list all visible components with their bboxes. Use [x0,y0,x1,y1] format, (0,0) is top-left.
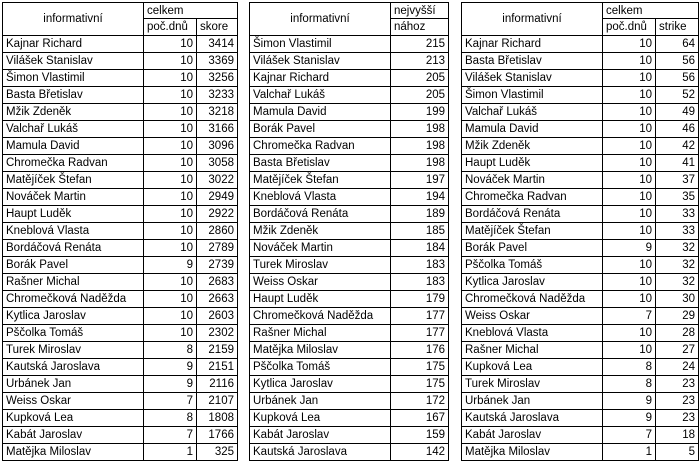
table-row [462,376,699,393]
table-row [462,308,699,325]
strike-cell: 23 [656,376,699,393]
player-name-cell: Pščolka Tomáš [462,257,603,274]
table-row [3,121,238,138]
table-row [3,325,238,342]
table-row [3,444,238,461]
days-cell: 9 [144,257,197,274]
score-column-header: skore [197,19,238,36]
table-row [3,70,238,87]
player-name-cell: Mamula David [250,104,391,121]
days-cell: 10 [603,274,656,291]
table-body [250,36,449,461]
strike-table [461,2,699,461]
score-cell: 325 [197,444,238,461]
player-name-cell: Rašner Michal [3,274,144,291]
days-cell: 10 [144,87,197,104]
player-name-cell: Urbánek Jan [462,393,603,410]
player-name-cell: Kautská Jaroslava [462,410,603,427]
days-cell: 10 [144,223,197,240]
table-row [462,53,699,70]
table-row [462,257,699,274]
days-cell: 9 [603,410,656,427]
table-row [3,376,238,393]
days-cell: 10 [144,155,197,172]
days-cell: 10 [603,206,656,223]
highest-throw-cell: 189 [391,206,449,223]
highest-throw-cell: 198 [391,155,449,172]
group-header: celkem [603,3,699,19]
days-cell: 10 [603,155,656,172]
highest-throw-cell: 205 [391,87,449,104]
table-row [3,53,238,70]
name-column-header: informativní [3,3,144,36]
days-cell: 10 [603,138,656,155]
days-column-header: poč.dnů [144,19,197,36]
days-cell: 10 [144,104,197,121]
table-row [3,308,238,325]
player-name-cell: Kytlica Jaroslav [462,274,603,291]
player-name-cell: Kajnar Richard [250,70,391,87]
player-name-cell: Kajnar Richard [3,36,144,53]
player-name-cell: Vilášek Stanislav [462,70,603,87]
highest-throw-cell: 175 [391,359,449,376]
days-cell: 1 [603,444,656,461]
table-row [3,172,238,189]
strike-cell: 28 [656,325,699,342]
highest-throw-cell: 198 [391,121,449,138]
table-row [250,342,449,359]
table-row [250,121,449,138]
days-cell: 10 [144,36,197,53]
table-row [250,274,449,291]
strike-cell: 5 [656,444,699,461]
highest-throw-cell: 198 [391,138,449,155]
days-cell: 10 [144,291,197,308]
player-name-cell: Weiss Oskar [462,308,603,325]
player-name-cell: Matějíček Štefan [250,172,391,189]
table-row [462,155,699,172]
table-row [3,359,238,376]
table-row [250,138,449,155]
player-name-cell: Weiss Oskar [3,393,144,410]
player-name-cell: Kytlica Jaroslav [3,308,144,325]
player-name-cell: Matějka Miloslav [3,444,144,461]
days-cell: 10 [603,36,656,53]
score-cell: 2860 [197,223,238,240]
player-name-cell: Matějíček Štefan [462,223,603,240]
table-row [250,308,449,325]
table-row [250,427,449,444]
player-name-cell: Chromečková Naděžda [462,291,603,308]
player-name-cell: Haupt Luděk [462,155,603,172]
table-row [3,427,238,444]
table-row [250,172,449,189]
table-row [3,291,238,308]
score-cell: 3233 [197,87,238,104]
days-cell: 9 [144,359,197,376]
player-name-cell: Bordáčová Renáta [462,206,603,223]
strike-cell: 37 [656,172,699,189]
player-name-cell: Kajnar Richard [462,36,603,53]
score-cell: 2949 [197,189,238,206]
player-name-cell: Turek Miroslav [250,257,391,274]
table-row [250,104,449,121]
table-row [462,36,699,53]
player-name-cell: Borák Pavel [462,240,603,257]
player-name-cell: Turek Miroslav [462,376,603,393]
score-cell: 2603 [197,308,238,325]
score-cell: 3022 [197,172,238,189]
highest-throw-cell: 215 [391,36,449,53]
table-row [462,223,699,240]
table-row [250,291,449,308]
score-table [2,2,238,461]
player-name-cell: Vilášek Stanislav [3,53,144,70]
player-name-cell: Mžik Zdeněk [462,138,603,155]
days-cell: 10 [144,138,197,155]
score-cell: 2663 [197,291,238,308]
table-row [3,155,238,172]
table-row [3,36,238,53]
player-name-cell: Chromečka Radvan [462,189,603,206]
player-name-cell: Nováček Martin [3,189,144,206]
strike-cell: 32 [656,240,699,257]
player-name-cell: Rašner Michal [250,325,391,342]
strike-cell: 42 [656,138,699,155]
days-cell: 10 [144,172,197,189]
days-column-header: poč.dnů [603,19,656,36]
player-name-cell: Mžik Zdeněk [3,104,144,121]
player-name-cell: Matějka Miloslav [250,342,391,359]
strike-cell: 49 [656,104,699,121]
table-row [250,87,449,104]
days-cell: 8 [603,359,656,376]
table-row [462,70,699,87]
strike-cell: 56 [656,70,699,87]
table-row [250,206,449,223]
strike-cell: 30 [656,291,699,308]
table-row [250,325,449,342]
table-body [462,36,699,461]
table-row [462,189,699,206]
player-name-cell: Kytlica Jaroslav [250,376,391,393]
table-row [3,223,238,240]
highest-throw-cell: 213 [391,53,449,70]
player-name-cell: Kneblová Vlasta [250,189,391,206]
highest-throw-cell: 159 [391,427,449,444]
table-row [3,393,238,410]
player-name-cell: Kautská Jaroslava [250,444,391,461]
table-row [462,87,699,104]
player-name-cell: Borák Pavel [250,121,391,138]
days-cell: 10 [603,257,656,274]
player-name-cell: Kneblová Vlasta [3,223,144,240]
days-cell: 9 [603,393,656,410]
strike-cell: 18 [656,427,699,444]
days-cell: 10 [144,121,197,138]
days-cell: 10 [144,325,197,342]
days-cell: 1 [144,444,197,461]
days-cell: 10 [144,70,197,87]
player-name-cell: Basta Břetislav [250,155,391,172]
table-row [250,53,449,70]
table-row [462,325,699,342]
table-row [250,240,449,257]
player-name-cell: Vilášek Stanislav [250,53,391,70]
days-cell: 7 [144,393,197,410]
strike-cell: 46 [656,121,699,138]
player-name-cell: Kautská Jaroslava [3,359,144,376]
days-cell: 10 [603,223,656,240]
strike-cell: 52 [656,87,699,104]
table-row [250,155,449,172]
days-cell: 8 [144,342,197,359]
score-cell: 3369 [197,53,238,70]
player-name-cell: Šimon Vlastimil [462,87,603,104]
highest-throw-cell: 176 [391,342,449,359]
table-row [462,121,699,138]
player-name-cell: Urbánek Jan [250,393,391,410]
days-cell: 10 [603,70,656,87]
table-row [250,393,449,410]
strike-cell: 56 [656,53,699,70]
days-cell: 10 [603,172,656,189]
player-name-cell: Chromečková Naděžda [250,308,391,325]
score-cell: 2302 [197,325,238,342]
player-name-cell: Pščolka Tomáš [3,325,144,342]
name-column-header: informativní [462,3,603,36]
player-name-cell: Bordáčová Renáta [250,206,391,223]
score-cell: 3218 [197,104,238,121]
highest-throw-cell: 184 [391,240,449,257]
score-cell: 3256 [197,70,238,87]
score-cell: 2789 [197,240,238,257]
highest-column-header-line1: nejvyšší [391,3,449,19]
days-cell: 10 [144,240,197,257]
table-row [3,410,238,427]
player-name-cell: Urbánek Jan [3,376,144,393]
days-cell: 10 [144,53,197,70]
table-row [250,359,449,376]
score-cell: 1808 [197,410,238,427]
player-name-cell: Šimon Vlastimil [250,36,391,53]
days-cell: 10 [603,325,656,342]
highest-column-header-line2: nához [391,19,449,36]
days-cell: 10 [603,189,656,206]
player-name-cell: Kabát Jaroslav [462,427,603,444]
score-cell: 3414 [197,36,238,53]
player-name-cell: Weiss Oskar [250,274,391,291]
player-name-cell: Valchař Lukáš [3,121,144,138]
highest-throw-table [249,2,449,461]
strike-column-header: strike [656,19,699,36]
player-name-cell: Haupt Luděk [250,291,391,308]
score-cell: 2683 [197,274,238,291]
table-row [462,393,699,410]
highest-throw-cell: 185 [391,223,449,240]
player-name-cell: Kabát Jaroslav [250,427,391,444]
table-row [3,240,238,257]
table-row [462,342,699,359]
table-row [462,427,699,444]
days-cell: 10 [144,308,197,325]
highest-throw-cell: 172 [391,393,449,410]
highest-throw-cell: 177 [391,308,449,325]
table-row [462,291,699,308]
days-cell: 10 [144,189,197,206]
player-name-cell: Mamula David [462,121,603,138]
table-body [3,36,238,461]
highest-throw-cell: 142 [391,444,449,461]
score-cell: 2116 [197,376,238,393]
table-row [250,36,449,53]
score-cell: 1766 [197,427,238,444]
days-cell: 9 [144,376,197,393]
days-cell: 8 [603,376,656,393]
player-name-cell: Chromečka Radvan [250,138,391,155]
table-row [250,70,449,87]
days-cell: 8 [144,410,197,427]
strike-cell: 24 [656,359,699,376]
score-cell: 3166 [197,121,238,138]
player-name-cell: Turek Miroslav [3,342,144,359]
player-name-cell: Rašner Michal [462,342,603,359]
strike-cell: 41 [656,155,699,172]
name-column-header: informativní [250,3,391,36]
player-name-cell: Valchař Lukáš [250,87,391,104]
table-row [462,172,699,189]
highest-throw-cell: 194 [391,189,449,206]
table-row [462,240,699,257]
days-cell: 7 [603,308,656,325]
strike-cell: 23 [656,410,699,427]
player-name-cell: Mžik Zdeněk [250,223,391,240]
score-cell: 2159 [197,342,238,359]
player-name-cell: Nováček Martin [462,172,603,189]
days-cell: 10 [603,104,656,121]
highest-throw-cell: 197 [391,172,449,189]
days-cell: 10 [144,206,197,223]
days-cell: 10 [603,291,656,308]
player-name-cell: Basta Břetislav [3,87,144,104]
highest-throw-cell: 179 [391,291,449,308]
highest-throw-cell: 177 [391,325,449,342]
table-row [250,376,449,393]
player-name-cell: Nováček Martin [250,240,391,257]
table-row [250,189,449,206]
score-cell: 2922 [197,206,238,223]
player-name-cell: Šimon Vlastimil [3,70,144,87]
strike-cell: 32 [656,257,699,274]
table-row [250,444,449,461]
score-cell: 3096 [197,138,238,155]
highest-throw-cell: 183 [391,274,449,291]
days-cell: 7 [144,427,197,444]
player-name-cell: Mamula David [3,138,144,155]
player-name-cell: Basta Břetislav [462,53,603,70]
table-row [250,223,449,240]
days-cell: 7 [603,427,656,444]
strike-cell: 29 [656,308,699,325]
player-name-cell: Kupková Lea [250,410,391,427]
highest-throw-cell: 183 [391,257,449,274]
player-name-cell: Bordáčová Renáta [3,240,144,257]
strike-cell: 64 [656,36,699,53]
player-name-cell: Borák Pavel [3,257,144,274]
table-row [462,206,699,223]
highest-throw-cell: 199 [391,104,449,121]
days-cell: 10 [603,53,656,70]
player-name-cell: Matějka Miloslav [462,444,603,461]
table-row [3,87,238,104]
table-row [462,104,699,121]
table-row [3,274,238,291]
strike-cell: 27 [656,342,699,359]
strike-cell: 35 [656,189,699,206]
player-name-cell: Haupt Luděk [3,206,144,223]
days-cell: 10 [144,274,197,291]
table-row [3,342,238,359]
score-cell: 2107 [197,393,238,410]
strike-cell: 33 [656,223,699,240]
table-row [3,104,238,121]
group-header: celkem [144,3,238,19]
player-name-cell: Chromečková Naděžda [3,291,144,308]
table-row [462,274,699,291]
player-name-cell: Kupková Lea [462,359,603,376]
table-row [462,444,699,461]
table-row [3,257,238,274]
table-row [3,189,238,206]
strike-cell: 32 [656,274,699,291]
player-name-cell: Kupková Lea [3,410,144,427]
table-row [462,359,699,376]
player-name-cell: Kabát Jaroslav [3,427,144,444]
highest-throw-cell: 167 [391,410,449,427]
player-name-cell: Matějíček Štefan [3,172,144,189]
highest-throw-cell: 205 [391,70,449,87]
table-row [462,138,699,155]
score-cell: 2739 [197,257,238,274]
player-name-cell: Chromečka Radvan [3,155,144,172]
score-cell: 2151 [197,359,238,376]
days-cell: 10 [603,342,656,359]
strike-cell: 23 [656,393,699,410]
player-name-cell: Valchař Lukáš [462,104,603,121]
player-name-cell: Kneblová Vlasta [462,325,603,342]
highest-throw-cell: 175 [391,376,449,393]
table-row [462,410,699,427]
days-cell: 10 [603,87,656,104]
table-row [3,206,238,223]
table-row [250,257,449,274]
player-name-cell: Pščolka Tomáš [250,359,391,376]
strike-cell: 33 [656,206,699,223]
table-row [250,410,449,427]
score-cell: 3058 [197,155,238,172]
days-cell: 10 [603,121,656,138]
days-cell: 9 [603,240,656,257]
table-row [3,138,238,155]
